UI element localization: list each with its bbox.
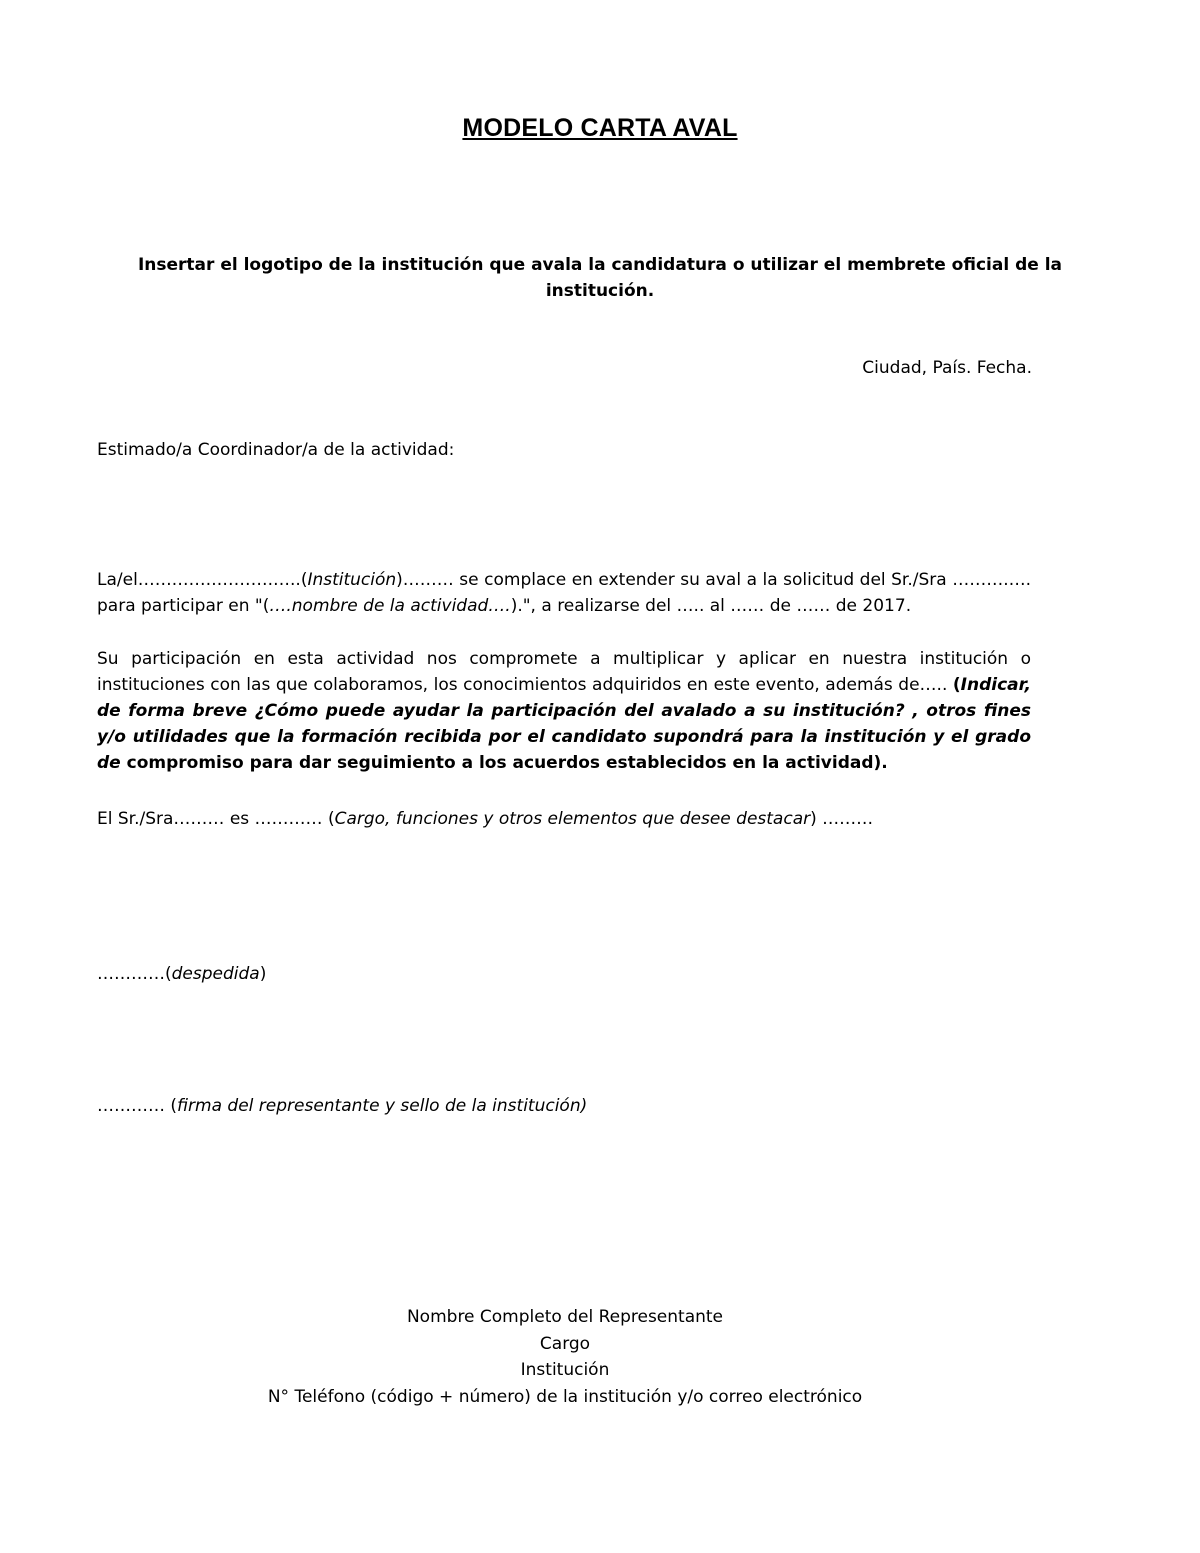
paragraph-commitment [97,646,1031,776]
p1-activity-placeholder: ….nombre de la actividad…. [269,596,511,616]
p1-text-a: La/el…….…….……….…..( [97,570,308,590]
paragraph-candidate-role [97,806,1031,832]
p1-text-e: ).", a realizarse del ….. al …… de …… de 2017. [510,596,912,616]
p2-text-a: Su participación en esta actividad nos compromete a multiplicar y aplicar en nuestra institución o instituciones con las que colaboramos, los conocimientos adquiridos en este evento, además de….. [97,649,1031,695]
p2-instruction: Indicar, de forma breve ¿Cómo puede ayudar la participación del avalado a su institución? , otros fines y/o utilidades que la formación recibida por el candidato supondrá para la institución y el grado de [97,675,1031,773]
p3-text-c: ) ……… [810,809,874,829]
p2-open-paren: ( [952,675,961,695]
greeting: Estimado/a Coordinador/a de la actividad: [97,440,455,460]
representative-name: Nombre Completo del Representante [406,1307,724,1327]
representative-institution: Institución [520,1360,610,1380]
signature-line [97,1096,587,1116]
p1-institution-placeholder: Institución [307,570,397,590]
p3-role-placeholder: Cargo, funciones y otros elementos que desee destacar [334,809,811,829]
p3-text-a: El Sr./Sra……… es ………… ( [97,809,335,829]
closing-line [97,964,266,984]
closing-placeholder: despedida [171,964,260,984]
signature-dots: ………… ( [97,1096,178,1116]
document-title: MODELO CARTA AVAL [462,114,738,142]
closing-paren: ) [259,964,267,984]
p2-text-d: compromiso para dar seguimiento a los acuerdos establecidos en la actividad). [120,753,888,773]
closing-dots: …………( [97,964,172,984]
logo-instruction: Insertar el logotipo de la institución que avala la candidatura o utilizar el membrete oficial de la institución. [137,255,1063,301]
place-date-line: Ciudad, País. Fecha. [862,358,1032,378]
signature-placeholder: firma del representante y sello de la institución) [177,1096,588,1116]
paragraph-endorsement [97,567,1031,619]
p1-text-c: )……… se complace en extender su aval a la solicitud del Sr./Sra ……….…. para participar en "( [97,570,1031,616]
representative-contact: N° Teléfono (código + número) de la institución y/o correo electrónico [267,1386,863,1407]
signature-block [0,1304,1130,1410]
representative-position: Cargo [539,1333,591,1354]
